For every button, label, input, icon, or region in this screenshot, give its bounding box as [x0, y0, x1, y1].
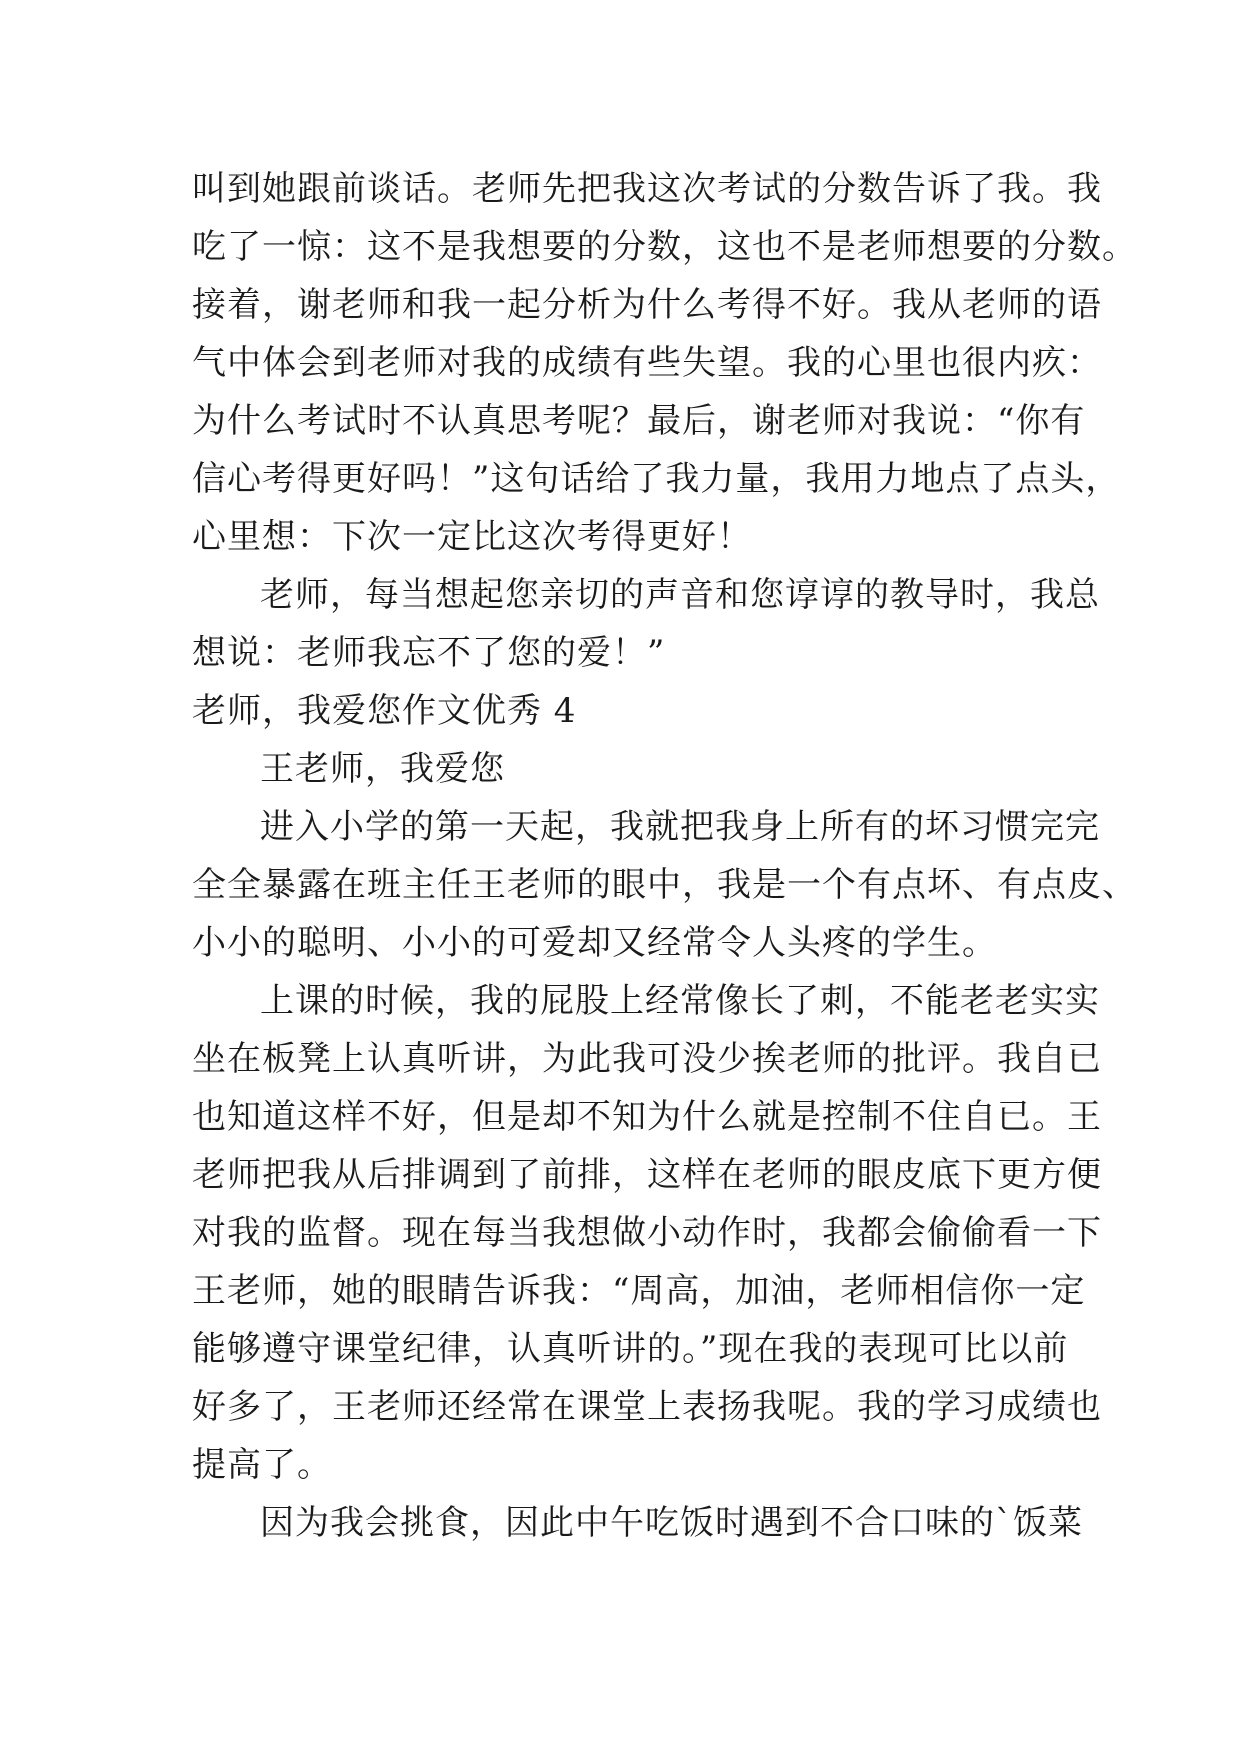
- text-line: 王老师，她的眼睛告诉我：“周高，加油，老师相信你一定: [192, 1271, 1086, 1311]
- text-line: 对我的监督。现在每当我想做小动作时，我都会偷偷看一下: [192, 1213, 1102, 1253]
- text-line: 气中体会到老师对我的成绩有些失望。我的心里也很内疚：: [192, 343, 1102, 383]
- text-line: 为什么考试时不认真思考呢？最后，谢老师对我说：“你有: [192, 401, 1086, 441]
- text-line: 老师把我从后排调到了前排，这样在老师的眼皮底下更方便: [192, 1155, 1102, 1195]
- text-line: 能够遵守课堂纪律，认真听讲的。”现在我的表现可比以前: [192, 1329, 1069, 1369]
- text-line: 全全暴露在班主任王老师的眼中，我是一个有点坏、有点皮、: [192, 865, 1137, 905]
- text-line: 心里想：下次一定比这次考得更好！: [192, 517, 752, 557]
- text-line: 因为我会挑食，因此中午吃饭时遇到不合口味的`饭菜: [260, 1503, 1083, 1543]
- text-line: 想说：老师我忘不了您的爱！”: [192, 633, 666, 673]
- essay-title: 王老师，我爱您: [260, 749, 505, 789]
- text-line: 叫到她跟前谈话。老师先把我这次考试的分数告诉了我。我: [192, 169, 1102, 209]
- text-line: 上课的时候，我的屁股上经常像长了刺，不能老老实实: [260, 981, 1100, 1021]
- text-line: 也知道这样不好，但是却不知为什么就是控制不住自已。王: [192, 1097, 1102, 1137]
- text-line: 提高了。: [192, 1445, 332, 1485]
- text-line: 老师，每当想起您亲切的声音和您谆谆的教导时，我总: [260, 575, 1100, 615]
- text-line: 信心考得更好吗！”这句话给了我力量，我用力地点了点头，: [192, 459, 1121, 499]
- section-heading: 老师，我爱您作文优秀 4: [192, 691, 577, 731]
- text-line: 小小的聪明、小小的可爱却又经常令人头疼的学生。: [192, 923, 997, 963]
- text-line: 好多了，王老师还经常在课堂上表扬我呢。我的学习成绩也: [192, 1387, 1102, 1427]
- text-line: 接着，谢老师和我一起分析为什么考得不好。我从老师的语: [192, 285, 1102, 325]
- text-line: 进入小学的第一天起，我就把我身上所有的坏习惯完完: [260, 807, 1100, 847]
- text-line: 吃了一惊：这不是我想要的分数，这也不是老师想要的分数。: [192, 227, 1137, 267]
- document-body: [192, 160, 1137, 1552]
- text-line: 坐在板凳上认真听讲，为此我可没少挨老师的批评。我自已: [192, 1039, 1102, 1079]
